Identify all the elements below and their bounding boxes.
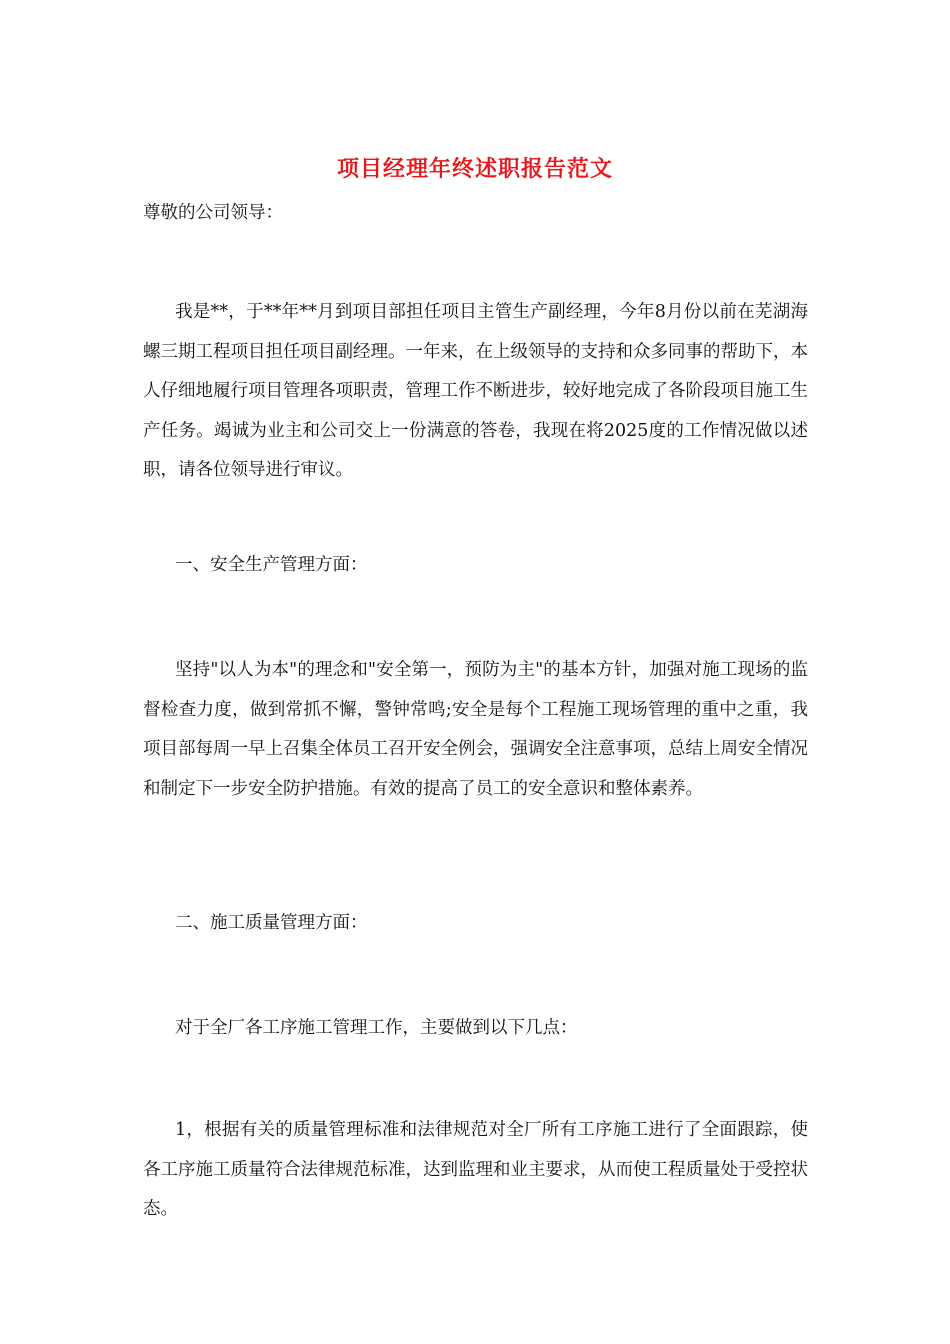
paragraph-safety: 坚持"以人为本"的理念和"安全第一，预防为主"的基本方针，加强对施工现场的监督检查力度，做到常抓不懈，警钟常鸣;安全是每个工程施工现场管理的重中之重，我项目部每周一早上召集全体员工召开安全例会，强调安全注意事项，总结上周安全情况和制定下一步安全防护措施。有效的提高了员工的安全意识和整体素养。 (143, 660, 808, 799)
paragraph-quality-point-1: 1，根据有关的质量管理标准和法律规范对全厂所有工序施工进行了全面跟踪，使各工序施工质量符合法律规范标准，达到监理和业主要求，从而使工程质量处于受控状态。 (143, 1120, 808, 1219)
greeting: 尊敬的公司领导： (143, 203, 283, 223)
section-heading-safety: 一、安全生产管理方面： (175, 555, 368, 575)
paragraph-intro: 我是**，于**年**月到项目部担任项目主管生产副经理，今年8月份以前在芜湖海螺三期工程项目担任项目副经理。一年来，在上级领导的支持和众多同事的帮助下，本人仔细地履行项目管理各项职责，管理工作不断进步，较好地完成了各阶段项目施工生产任务。竭诚为业主和公司交上一份满意的答卷，我现在将2025度的工作情况做以述职，请各位领导进行审议。 (143, 302, 808, 480)
paragraph-quality-intro: 对于全厂各工序施工管理工作，主要做到以下几点： (175, 1018, 578, 1038)
document-title: 项目经理年终述职报告范文 (336, 156, 613, 182)
section-heading-quality: 二、施工质量管理方面： (175, 913, 368, 933)
